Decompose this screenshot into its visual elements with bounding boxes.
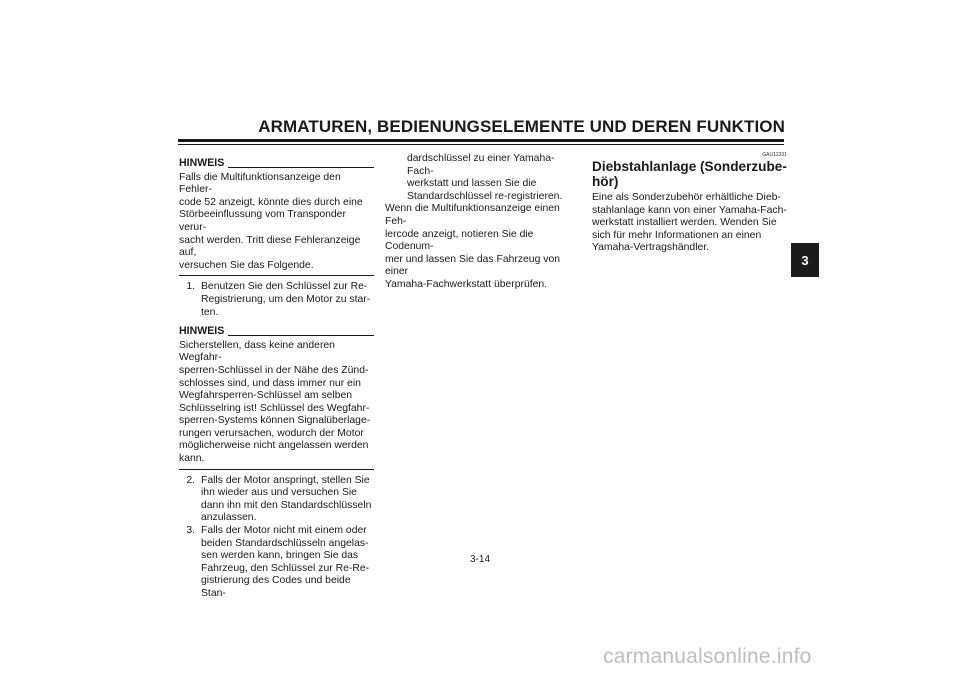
step-line: werkstatt und lassen Sie die [407,178,537,190]
step-line: Falls der Motor nicht mit einem oder [201,525,367,537]
section-title-line: hör) [592,174,619,189]
body-line: lercode anzeigt, notieren Sie die Codenum- [385,228,534,253]
body-line: Yamaha-Fachwerkstatt überprüfen. [385,278,548,290]
step-line: Benutzen Sie den Schlüssel zur Re- [201,281,368,293]
step-3 [179,525,374,601]
step-continuation [385,153,580,203]
column-right [592,152,787,255]
note-line: sperren-Schlüssel in der Nähe des Zünd- [179,364,369,376]
step-2 [179,475,374,525]
step-number: 2. [186,474,195,486]
note-line: Störbeeinflussung vom Transponder verur- [179,209,346,233]
column-middle [385,153,580,292]
section-title [592,159,787,189]
note-line: rungen verursachen, wodurch der Motor [179,427,364,439]
note-line: sacht werden. Tritt diese Fehleranzeige auf, [179,234,361,259]
note-heading [179,157,374,170]
header-rule [178,139,784,142]
page-number: 3-14 [469,554,490,565]
note-line: versuchen Sie das Folgende. [179,259,314,271]
step-line: ihn wieder aus und versuchen Sie [201,487,357,499]
column-left [179,157,374,601]
watermark: carmanualsonline.info [603,645,812,668]
note-line: code 52 anzeigt, könnte dies durch eine [179,196,363,208]
note-label: HINWEIS [179,157,225,169]
note-end-rule [179,469,374,470]
step-1 [179,281,374,319]
reference-code: GAU12331 [762,152,787,158]
step-line: dann ihn mit den Standardschlüsseln [201,499,372,511]
page-title: ARMATUREN, BEDIENUNGSELEMENTE UND DEREN FUNKTION [258,117,785,136]
chapter-tab-marker: 3 [791,243,819,277]
step-line: Fahrzeug, den Schlüssel zur Re-Re- [201,562,370,574]
note-label: HINWEIS [179,325,225,338]
body-line: werkstatt installiert werden. Wenden Sie [592,217,777,229]
step-line: dardschlüssel zu einer Yamaha-Fach- [407,153,555,177]
note-line: schlosses sind, und dass immer nur ein [179,377,361,389]
body-line: Yamaha-Vertragshändler. [592,242,710,254]
note-line: Schlüsselring ist! Schlüssel des Wegfahr- [179,402,370,414]
step-line: Falls der Motor anspringt, stellen Sie [201,474,370,486]
note-line: Sicherstellen, dass keine anderen Wegfahr- [179,339,335,364]
body-line: Eine als Sonderzubehör erhältliche Dieb- [592,192,781,203]
step-line: sen werden kann, bringen Sie das [201,550,359,562]
note-end-rule [179,275,374,276]
note-line: Falls die Multifunktionsanzeige den Fehler- [179,171,341,196]
section-title-line: Diebstahlanlage (Sonderzube- [592,159,787,174]
body-line: mer und lassen Sie das Fahrzeug von einer [385,253,561,278]
step-line: Registrierung, um den Motor zu star- [201,293,371,305]
step-line: anzulassen. [201,512,257,524]
step-line: beiden Standardschlüsseln angelas- [201,537,369,549]
note-line: sperren-Systems können Signalüberlage- [179,415,371,427]
step-line: Standardschlüssel re-registrieren. [407,190,563,202]
step-number: 1. [186,281,195,293]
header-rule-thin [178,144,784,145]
step-number: 3. [186,525,195,537]
note-line: kann. [179,453,205,465]
body-line: sich für mehr Informationen an einen [592,229,762,241]
note-line: möglicherweise nicht angelassen werden [179,440,369,452]
body-line: stahlanlage kann von einer Yamaha-Fach- [592,204,787,216]
step-line: ten. [201,306,219,318]
body-line: Wenn die Multifunktionsanzeige einen Feh- [385,203,560,227]
note-heading [179,325,374,338]
step-line: gistrierung des Codes und beide Stan- [201,575,351,599]
note-line: Wegfahrsperren-Schlüssel am selben [179,390,353,402]
